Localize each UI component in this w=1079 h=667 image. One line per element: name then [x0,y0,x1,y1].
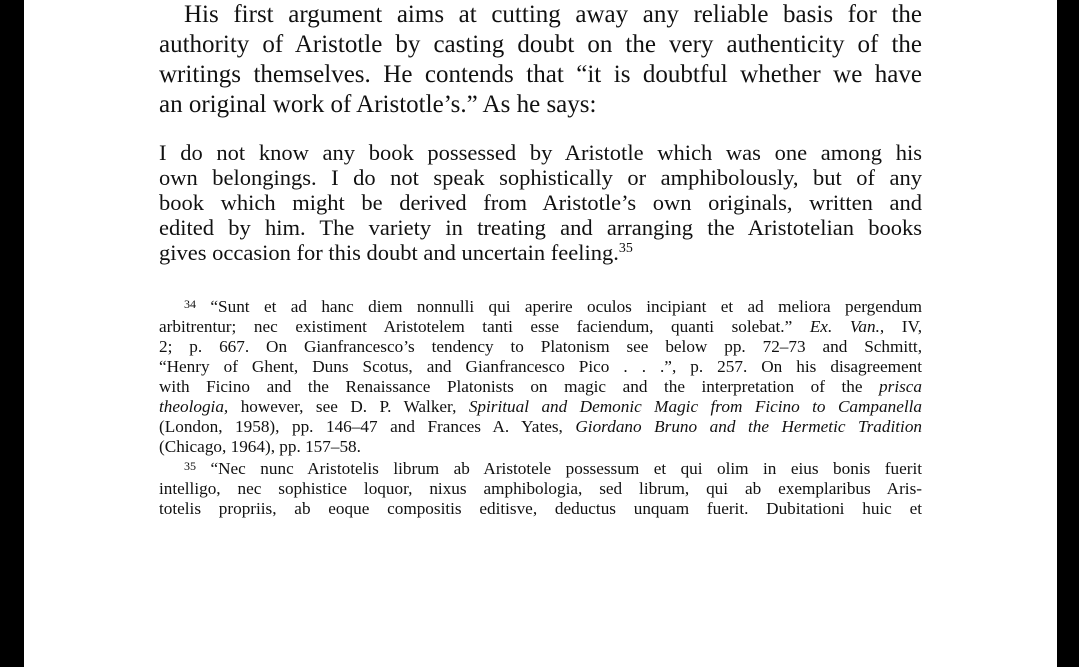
footnote-35-line-2: intelligo, nec sophistice loquor, nixus amphibologia, sed librum, qui ab exemplaribus Aris- [159,479,922,498]
footnote-ref-35: 35 [618,241,633,257]
footnote-34-number: 34 [184,296,197,311]
block-quote-line-4: edited by him. The variety in treating and arranging the Aristotelian books [159,215,922,240]
block-quote-line-2: own belongings. I do not speak sophistically or amphibolously, but of any [159,165,922,190]
footnote-35-number: 35 [184,458,197,473]
book-page [24,0,1057,667]
main-text-line-2: authority of Aristotle by casting doubt on the very authenticity of the [159,31,922,58]
footnote-34-source-abbrev: Ex. Van. [809,317,880,336]
footnote-34-line-5 [159,377,922,397]
footnote-34-line-5-text: with Ficino and the Renaissance Platonists on magic and the interpretation of the [159,377,863,396]
footnote-34-yates-title: Giordano Bruno and the Hermetic Tradition [575,417,923,436]
footnote-34-walker-title: Spiritual and Demonic Magic from Ficino to Campanella [468,397,922,416]
footnote-34-line-8: (Chicago, 1964), pp. 157–58. [159,437,361,456]
main-text-line-4: an original work of Aristotle’s.” As he says: [159,91,597,118]
footnote-35-line-3: totelis propriis, ab eoque compositis editisve, deductus unquam fuerit. Dubitationi huic et [159,499,922,518]
main-text-line-1: His first argument aims at cutting away any reliable basis for the [184,1,922,28]
main-text-line-3: writings themselves. He contends that “it is doubtful whether we have [159,61,922,88]
footnote-35-line-1-text: “Nec nunc Aristotelis librum ab Aristotele possessum et qui olim in eius bonis fuerit [210,459,922,478]
footnote-34-line-2 [159,317,922,337]
footnote-34-line-2-tail: , IV, [879,317,923,336]
block-quote-line-1: I do not know any book possessed by Aristotle which was one among his [159,140,922,165]
footnote-34-line-7 [159,417,922,437]
footnote-34-prisca: prisca [879,377,922,396]
footnote-34-line-2-text: arbitrentur; nec existiment Aristotelem tanti esse faciendum, quanti solebat.” [159,317,793,336]
footnote-34-line-1-text: “Sunt et ad hanc diem nonnulli qui aperire oculos incipiant et ad meliora pergendum [210,297,922,316]
footnote-34-line-4: “Henry of Ghent, Duns Scotus, and Gianfrancesco Pico . . .”, p. 257. On his disagreement [159,357,922,376]
footnote-34-line-3: 2; p. 667. On Gianfrancesco’s tendency to Platonism see below pp. 72–73 and Schmitt, [159,337,922,356]
block-quote-line-5 [159,240,922,265]
block-quote-line-5-text: gives occasion for this doubt and uncertain feeling. [159,240,619,265]
block-quote-line-3: book which might be derived from Aristotle’s own originals, written and [159,190,922,215]
footnote-34-line-1 [184,297,922,317]
footnote-34-line-6 [159,397,922,417]
footnote-34-line-6-text: however, see D. P. Walker, [240,397,457,416]
footnote-34-line-7-text: (London, 1958), pp. 146–47 and Frances A. Yates, [159,417,563,436]
footnote-34-theologia: theologia, [159,397,229,416]
footnote-35-line-1 [184,459,922,479]
